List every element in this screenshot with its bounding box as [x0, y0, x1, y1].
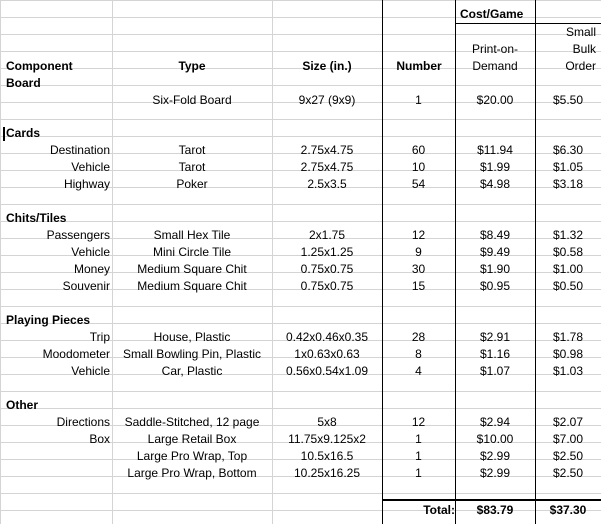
cell-pod[interactable]: $11.94 — [477, 143, 513, 157]
cell-type[interactable]: House, Plastic — [153, 330, 231, 344]
cell-number[interactable]: 1 — [415, 93, 422, 107]
section-title[interactable]: Other — [6, 398, 39, 412]
gridline-horizontal — [0, 34, 601, 35]
cell-number[interactable]: 1 — [415, 432, 422, 446]
cell-bulk[interactable]: $1.00 — [552, 262, 584, 276]
cell-pod[interactable]: $2.99 — [479, 449, 511, 463]
cell-number[interactable]: 8 — [415, 347, 422, 361]
section-title[interactable]: Board — [6, 76, 41, 90]
cell-type[interactable]: Poker — [176, 177, 208, 191]
cell-name[interactable]: Box — [89, 432, 110, 446]
cell-pod[interactable]: $1.99 — [479, 160, 511, 174]
cell-name[interactable]: Directions — [56, 415, 110, 429]
cell-name[interactable]: Moodometer — [42, 347, 110, 361]
cell-pod[interactable]: $0.95 — [479, 279, 511, 293]
cell-number[interactable]: 10 — [411, 160, 426, 174]
cell-size[interactable]: 0.75x0.75 — [300, 279, 354, 293]
cell-type[interactable]: Large Pro Wrap, Top — [136, 449, 248, 463]
total-print-on-demand[interactable]: $83.79 — [476, 503, 514, 517]
gridline-horizontal — [0, 0, 601, 1]
cell-type[interactable]: Small Hex Tile — [153, 228, 231, 242]
cell-size[interactable]: 11.75x9.125x2 — [288, 432, 366, 446]
cell-number[interactable]: 1 — [415, 466, 422, 480]
cell-type[interactable]: Tarot — [178, 160, 206, 174]
cell-number[interactable]: 54 — [411, 177, 426, 191]
cell-size[interactable]: 2.75x4.75 — [300, 160, 354, 174]
cell-name[interactable] — [0, 92, 110, 109]
cell-pod[interactable]: $8.49 — [479, 228, 511, 242]
cell-size[interactable]: 0.75x0.75 — [300, 262, 354, 276]
cell-size[interactable]: 2.5x3.5 — [307, 177, 347, 191]
cell-name[interactable]: Vehicle — [71, 160, 110, 174]
cell-pod[interactable]: $2.94 — [479, 415, 511, 429]
header-small[interactable]: Small — [565, 25, 596, 39]
cell-number[interactable]: 60 — [411, 143, 426, 157]
section-title[interactable]: Playing Pieces — [6, 313, 91, 327]
header-order[interactable]: Order — [565, 59, 596, 73]
cell-bulk[interactable]: $5.50 — [552, 93, 584, 107]
active-cell-marker — [3, 127, 5, 141]
cell-name[interactable]: Souvenir — [62, 279, 110, 293]
cell-type[interactable]: Saddle-Stitched, 12 page — [124, 415, 260, 429]
cell-size[interactable]: 1x0.63x0.63 — [294, 347, 360, 361]
gridline-horizontal — [0, 306, 601, 307]
cell-number[interactable]: 30 — [411, 262, 426, 276]
cell-bulk[interactable]: $2.07 — [552, 415, 584, 429]
header-bulk[interactable]: Bulk — [572, 42, 596, 56]
total-small-bulk-order[interactable]: $37.30 — [549, 503, 587, 517]
section-title[interactable]: Cards — [6, 126, 41, 140]
cell-pod[interactable]: $1.07 — [479, 364, 511, 378]
cell-pod[interactable]: $9.49 — [479, 245, 511, 259]
header-cost-per-game[interactable]: Cost/Game — [460, 7, 524, 21]
cell-type[interactable]: Large Pro Wrap, Bottom — [127, 466, 257, 480]
cell-name[interactable] — [0, 448, 110, 465]
cell-pod[interactable]: $2.99 — [479, 466, 511, 480]
cell-size[interactable]: 0.56x0.54x1.09 — [285, 364, 369, 378]
header-number[interactable]: Number — [396, 59, 442, 73]
cell-type[interactable]: Small Bowling Pin, Plastic — [122, 347, 262, 361]
cell-type[interactable]: Medium Square Chit — [137, 279, 247, 293]
cell-type[interactable]: Large Retail Box — [147, 432, 237, 446]
cell-size[interactable]: 1.25x1.25 — [300, 245, 354, 259]
cell-name[interactable]: Vehicle — [71, 245, 110, 259]
cell-bulk[interactable]: $2.50 — [552, 466, 584, 480]
cell-number[interactable]: 28 — [411, 330, 426, 344]
cell-name[interactable]: Trip — [89, 330, 110, 344]
cell-name[interactable]: Highway — [63, 177, 110, 191]
cell-type[interactable]: Mini Circle Tile — [152, 245, 231, 259]
cell-size[interactable]: 2.75x4.75 — [300, 143, 354, 157]
cell-bulk[interactable]: $0.98 — [552, 347, 584, 361]
cell-number[interactable]: 4 — [415, 364, 422, 378]
cell-name[interactable]: Vehicle — [71, 364, 110, 378]
cell-type[interactable]: Six-Fold Board — [152, 93, 232, 107]
cell-number[interactable]: 12 — [411, 228, 426, 242]
header-type[interactable]: Type — [178, 59, 206, 73]
gridline-horizontal — [0, 391, 601, 392]
header-print-on[interactable]: Print-on- — [471, 42, 518, 56]
header-demand[interactable]: Demand — [472, 59, 518, 73]
gridline-horizontal — [0, 204, 601, 205]
section-title[interactable]: Chits/Tiles — [6, 211, 67, 225]
header-component[interactable]: Component — [6, 59, 73, 73]
cell-name[interactable] — [0, 465, 110, 482]
cell-bulk[interactable]: $0.50 — [552, 279, 584, 293]
cell-type[interactable]: Tarot — [178, 143, 206, 157]
cell-number[interactable]: 15 — [411, 279, 426, 293]
cell-size[interactable]: 10.5x16.5 — [300, 449, 354, 463]
cell-name[interactable]: Destination — [49, 143, 110, 157]
cell-size[interactable]: 10.25x16.25 — [293, 466, 361, 480]
total-label[interactable]: Total: — [423, 503, 455, 517]
cell-bulk[interactable]: $7.00 — [552, 432, 584, 446]
cell-bulk[interactable]: $0.58 — [552, 245, 584, 259]
cell-bulk[interactable]: $3.18 — [552, 177, 584, 191]
cell-size[interactable]: 9x27 (9x9) — [298, 93, 356, 107]
cell-type[interactable]: Car, Plastic — [161, 364, 223, 378]
gridline-horizontal — [0, 119, 601, 120]
cell-bulk[interactable]: $1.05 — [552, 160, 584, 174]
cell-pod[interactable]: $4.98 — [479, 177, 511, 191]
cell-pod[interactable]: $20.00 — [476, 93, 514, 107]
cell-size[interactable]: 5x8 — [317, 415, 337, 429]
cell-size[interactable]: 0.42x0.46x0.35 — [285, 330, 369, 344]
cell-number[interactable]: 1 — [415, 449, 422, 463]
cell-bulk[interactable]: $6.30 — [552, 143, 584, 157]
cell-number[interactable]: 9 — [415, 245, 422, 259]
cell-size[interactable]: 2x1.75 — [308, 228, 346, 242]
gridline-horizontal — [0, 493, 601, 494]
cell-bulk[interactable]: $1.78 — [552, 330, 584, 344]
cell-type[interactable]: Medium Square Chit — [137, 262, 247, 276]
cell-name[interactable]: Money — [73, 262, 110, 276]
cell-bulk[interactable]: $1.32 — [552, 228, 584, 242]
cell-name[interactable]: Passengers — [46, 228, 110, 242]
cell-pod[interactable]: $10.00 — [476, 432, 514, 446]
cell-pod[interactable]: $2.91 — [479, 330, 511, 344]
cell-bulk[interactable]: $2.50 — [552, 449, 584, 463]
cell-pod[interactable]: $1.16 — [479, 347, 511, 361]
cell-pod[interactable]: $1.90 — [479, 262, 511, 276]
cell-number[interactable]: 12 — [411, 415, 426, 429]
cell-bulk[interactable]: $1.03 — [552, 364, 584, 378]
header-size[interactable]: Size (in.) — [302, 59, 352, 73]
